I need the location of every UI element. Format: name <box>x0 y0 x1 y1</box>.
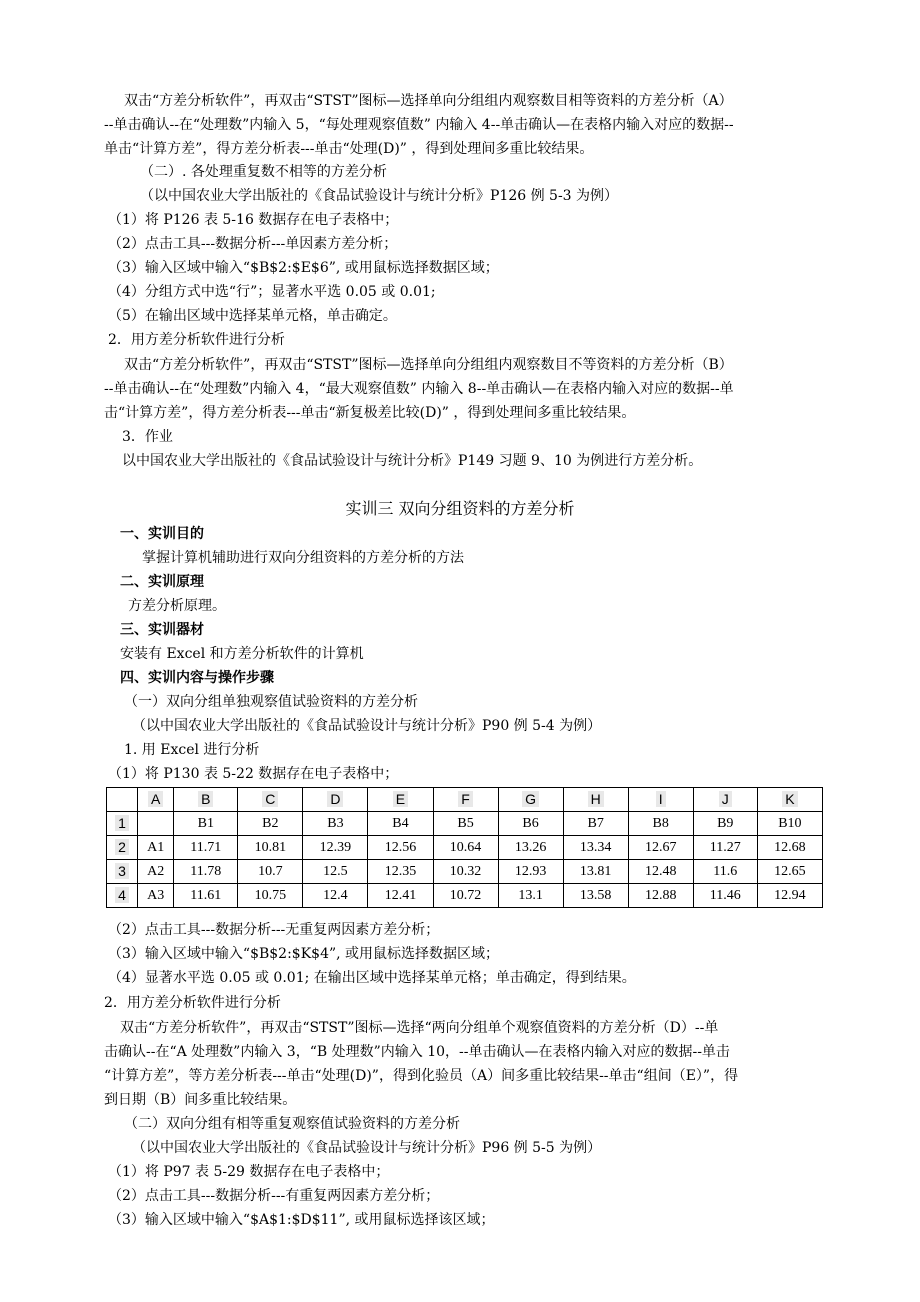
column-header: A <box>138 788 174 812</box>
subsection-heading: （一）双向分组单独观察值试验资料的方差分析 <box>124 694 418 710</box>
paragraph-line: 双击“方差分析软件”，再双击“STST”图标—选择“两向分组单个观察值资料的方差分析（D）--单 <box>120 1020 719 1036</box>
item-heading: 1. 用 Excel 进行分析 <box>124 742 260 758</box>
table-cell: 13.1 <box>498 884 563 908</box>
heading-objective: 一、实训目的 <box>120 526 204 542</box>
table-cell: 11.6 <box>693 860 757 884</box>
column-header: J <box>693 788 757 812</box>
table-cell: 11.78 <box>174 860 238 884</box>
homework-text: 以中国农业大学出版社的《食品试验设计与统计分析》P149 习题 9、10 为例进行方差分析。 <box>122 453 703 469</box>
corner-cell <box>107 788 138 812</box>
paragraph-line: --单击确认--在“处理数”内输入 5，“每处理观察值数” 内输入 4--单击确认—在表格内输入对应的数据-- <box>104 117 734 133</box>
table-cell: 12.5 <box>303 860 368 884</box>
table-cell: 12.68 <box>757 836 822 860</box>
table-cell: 13.81 <box>563 860 628 884</box>
column-header: K <box>757 788 822 812</box>
table-header-row <box>107 788 823 812</box>
item-heading: 2．用方差分析软件进行分析 <box>104 995 281 1011</box>
paragraph-line: 单击“计算方差”，得方差分析表---单击“处理(D)” ，得到处理间多重比较结果。 <box>104 141 594 157</box>
paragraph-line: --单击确认--在“处理数”内输入 4，“最大观察值数” 内输入 8--单击确认—在表格内输入对应的数据--单 <box>104 381 734 397</box>
table-cell: 10.64 <box>433 836 498 860</box>
homework-heading: 3．作业 <box>122 429 173 445</box>
heading-principle: 二、实训原理 <box>120 574 204 590</box>
table-cell: 12.35 <box>368 860 433 884</box>
column-header: D <box>303 788 368 812</box>
paragraph-line: 到日期（B）间多重比较结果。 <box>104 1092 297 1108</box>
section-title: 实训三 双向分组资料的方差分析 <box>345 499 575 518</box>
table-cell: 10.81 <box>238 836 303 860</box>
column-header: G <box>498 788 563 812</box>
step-item: （4）分组方式中选“行”；显著水平选 0.05 或 0.01; <box>108 284 436 300</box>
step-item: （1）将 P126 表 5-16 数据存在电子表格中； <box>108 212 399 228</box>
objective-text: 掌握计算机辅助进行双向分组资料的方差分析的方法 <box>142 550 464 566</box>
step-item: （4）显著水平选 0.05 或 0.01; 在输出区域中选择某单元格；单击确定，得到结果。 <box>108 970 636 986</box>
step-item: （1）将 P130 表 5-22 数据存在电子表格中； <box>108 766 399 782</box>
step-item: （2）点击工具---数据分析---有重复两因素方差分析； <box>108 1188 440 1204</box>
reference-line: （以中国农业大学出版社的《食品试验设计与统计分析》P126 例 5-3 为例） <box>140 188 619 204</box>
table-cell: B4 <box>368 812 433 836</box>
table-cell: B8 <box>628 812 693 836</box>
table-row <box>107 860 823 884</box>
table-cell: 10.75 <box>238 884 303 908</box>
step-item: （2）点击工具---数据分析---无重复两因素方差分析； <box>108 922 440 938</box>
table-cell: 10.7 <box>238 860 303 884</box>
step-item: （5）在输出区域中选择某单元格，单击确定。 <box>108 308 397 324</box>
table-cell: A2 <box>138 860 174 884</box>
table-cell: B9 <box>693 812 757 836</box>
table-cell: 12.93 <box>498 860 563 884</box>
table-cell: 12.65 <box>757 860 822 884</box>
step-item: （3）输入区域中输入“$B$2:$K$4”, 或用鼠标选择数据区域； <box>108 946 500 962</box>
table-cell: 13.34 <box>563 836 628 860</box>
step-item: （3）输入区域中输入“$B$2:$E$6”, 或用鼠标选择数据区域； <box>108 260 499 276</box>
table-cell: 12.48 <box>628 860 693 884</box>
table-cell: B1 <box>174 812 238 836</box>
table-cell <box>138 812 174 836</box>
table-cell: 11.27 <box>693 836 757 860</box>
paragraph-line: 击确认--在“A 处理数”内输入 3，“B 处理数”内输入 10，--单击确认—在表格内输入对应的数据--单击 <box>104 1044 730 1060</box>
column-header: F <box>433 788 498 812</box>
table-cell: 12.56 <box>368 836 433 860</box>
step-item: （2）点击工具---数据分析---单因素方差分析； <box>108 236 398 252</box>
step-item: （1）将 P97 表 5-29 数据存在电子表格中； <box>108 1164 390 1180</box>
principle-text: 方差分析原理。 <box>128 598 226 614</box>
reference-line: （以中国农业大学出版社的《食品试验设计与统计分析》P90 例 5-4 为例） <box>132 718 602 734</box>
table-cell: 12.88 <box>628 884 693 908</box>
paragraph-line: 击“计算方差”，得方差分析表---单击“新复极差比较(D)” ，得到处理间多重比较结果。 <box>104 405 636 421</box>
column-header: H <box>563 788 628 812</box>
paragraph-line: “计算方差”，等方差分析表---单击“处理(D)”，得到化验员（A）间多重比较结果--单击“组间（E）”，得 <box>104 1068 739 1084</box>
equipment-text: 安装有 Excel 和方差分析软件的计算机 <box>120 646 364 662</box>
table-cell: 12.41 <box>368 884 433 908</box>
table-row <box>107 836 823 860</box>
table-cell: 10.72 <box>433 884 498 908</box>
paragraph-line: 双击“方差分析软件”，再双击“STST”图标—选择单向分组组内观察数目相等资料的方差分析（A） <box>124 93 733 109</box>
table-cell: 11.61 <box>174 884 238 908</box>
table-cell: 11.46 <box>693 884 757 908</box>
column-header: E <box>368 788 433 812</box>
spreadsheet-table <box>106 787 823 908</box>
item-heading: 2．用方差分析软件进行分析 <box>108 332 285 348</box>
step-item: （3）输入区域中输入“$A$1:$D$11”, 或用鼠标选择该区域； <box>108 1212 495 1228</box>
table-cell: A1 <box>138 836 174 860</box>
subsection-heading: （二）. 各处理重复数不相等的方差分析 <box>140 164 387 180</box>
table-cell: 13.26 <box>498 836 563 860</box>
table-cell: B10 <box>757 812 822 836</box>
row-number: 4 <box>107 884 138 908</box>
paragraph-line: 双击“方差分析软件”，再双击“STST”图标—选择单向分组组内观察数目不等资料的方差分析（B） <box>124 357 733 373</box>
table-cell: 11.71 <box>174 836 238 860</box>
table-row <box>107 812 823 836</box>
column-header: B <box>174 788 238 812</box>
row-number: 2 <box>107 836 138 860</box>
table-cell: B2 <box>238 812 303 836</box>
table-row <box>107 884 823 908</box>
table-cell: 12.94 <box>757 884 822 908</box>
table-cell: 12.39 <box>303 836 368 860</box>
table-cell: 10.32 <box>433 860 498 884</box>
table-cell: 12.4 <box>303 884 368 908</box>
table-cell: B3 <box>303 812 368 836</box>
column-header: C <box>238 788 303 812</box>
table-cell: B7 <box>563 812 628 836</box>
row-number: 1 <box>107 812 138 836</box>
table-cell: B5 <box>433 812 498 836</box>
column-header: I <box>628 788 693 812</box>
table-cell: 13.58 <box>563 884 628 908</box>
heading-equipment: 三、实训器材 <box>120 622 204 638</box>
heading-procedure: 四、实训内容与操作步骤 <box>120 670 274 686</box>
table-cell: B6 <box>498 812 563 836</box>
table-cell: 12.67 <box>628 836 693 860</box>
table-cell: A3 <box>138 884 174 908</box>
reference-line: （以中国农业大学出版社的《食品试验设计与统计分析》P96 例 5-5 为例） <box>132 1140 602 1156</box>
row-number: 3 <box>107 860 138 884</box>
subsection-heading: （二）双向分组有相等重复观察值试验资料的方差分析 <box>124 1116 460 1132</box>
